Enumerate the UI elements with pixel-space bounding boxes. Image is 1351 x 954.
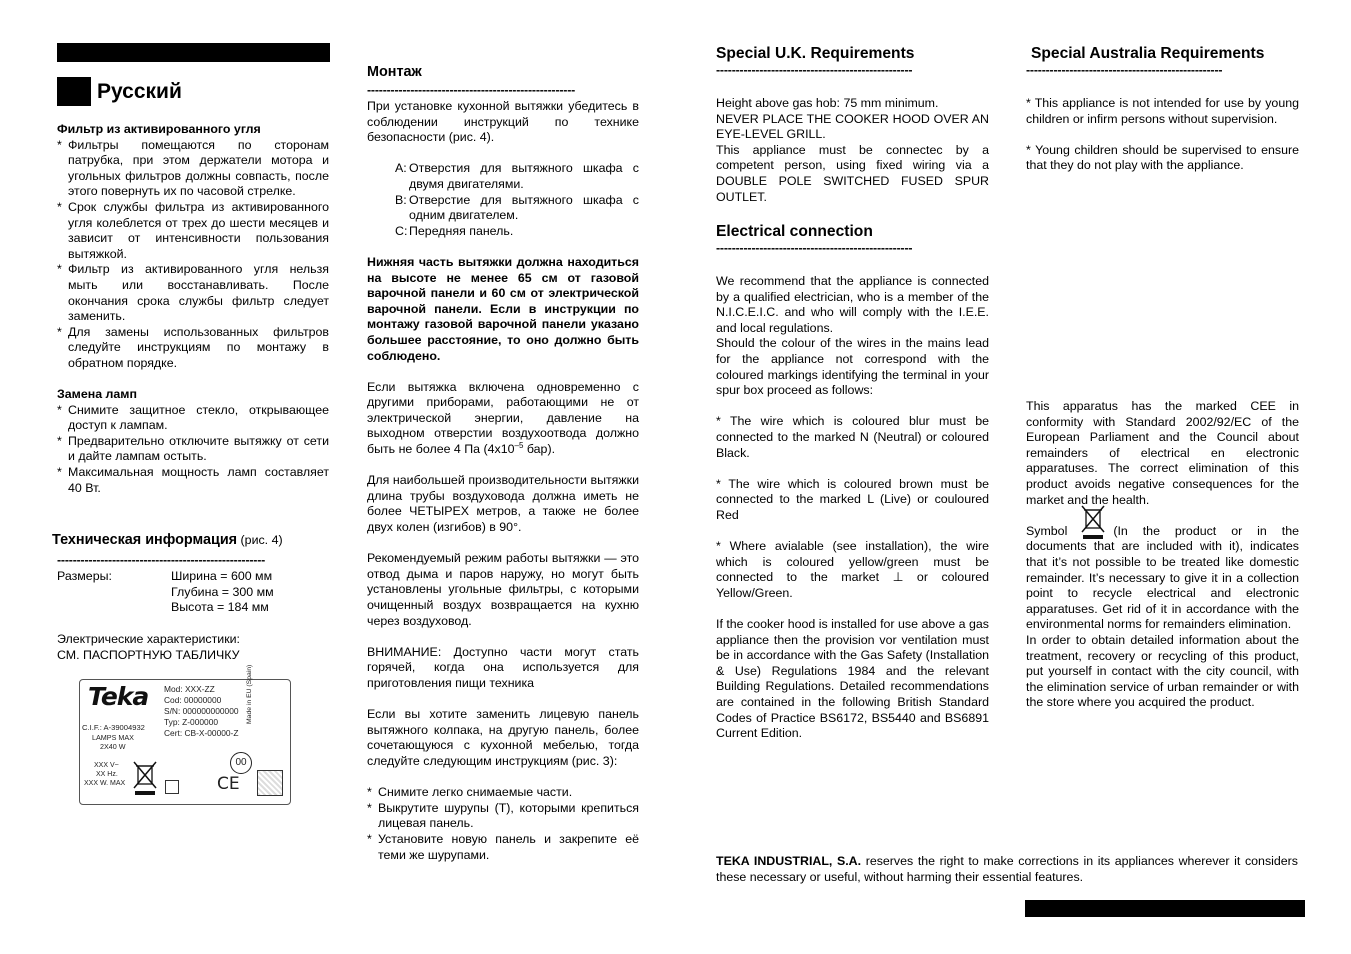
montage-panel: Если вы хотите заменить лицевую панель вытяжного колпака, на другую панель, более сочетающуюся с кухонной мебелью, тогда следуйте следующим инструкциям (рис. 3): bbox=[367, 707, 639, 768]
list-item: * Установите новую панель и закрепите её теми же шурупами. bbox=[367, 832, 639, 863]
elec-recommend: We recommend that the appliance is connected by a qualified electrician, who is a member of the N.I.C.E.I.C. and who will comply with the I.E.E. and local regulations. bbox=[716, 274, 989, 335]
uk-title: Special U.K. Requirements bbox=[716, 45, 915, 62]
list-item: * Для замены использованных фильтров следуйте инструкциям по монтажу в обратном порядке. bbox=[57, 325, 329, 372]
dim-width: Ширина = 600 мм bbox=[171, 569, 273, 583]
plate-cif: C.I.F.: A-39004932 bbox=[82, 723, 145, 732]
top-black-bar bbox=[57, 43, 330, 62]
lamps-title: Замена ламп bbox=[57, 387, 137, 402]
list-item: * Снимите защитное стекло, открывающее доступ к лампам. bbox=[57, 403, 329, 434]
divider: -------------------------------------------------- bbox=[716, 241, 913, 255]
elec-title: Electrical connection bbox=[716, 223, 873, 240]
dims-label: Размеры: bbox=[57, 569, 112, 583]
elec-label: Электрические характеристики: bbox=[57, 632, 240, 646]
au-children: * This appliance is not intended for use by young children or infirm persons without supervision. bbox=[1026, 96, 1299, 126]
au-supervise: * Young children should be supervised to ensure that they do not play with the appliance. bbox=[1026, 142, 1299, 173]
plate-cert: Cert: CB-X-00000-Z bbox=[164, 728, 239, 738]
list-item: * Предварительно отключите вытяжку от сети и дайте лампам остыть. bbox=[57, 434, 329, 465]
list-item bbox=[395, 193, 639, 224]
footer-company: TEKA INDUSTRIAL, S.A. bbox=[716, 854, 862, 868]
plate-cod: Cod: 00000000 bbox=[164, 695, 222, 705]
plate-sn: S/N: 000000000000 bbox=[164, 706, 239, 716]
plate-hz: XX Hz. bbox=[96, 771, 118, 778]
au-weee-column bbox=[1026, 399, 1299, 711]
uk-wiring: This appliance must be connectec by a competent person, using fixed wiring via a DOUBLE POLE SWITCHED FUSED SPUR OUTLET. bbox=[716, 142, 989, 204]
footer-note bbox=[716, 854, 1298, 885]
divider: -------------------------------------------------- bbox=[1026, 63, 1223, 77]
montage-steps bbox=[367, 785, 639, 863]
montage-mode: Рекомендуемый режим работы вытяжки — это отвод дыма и паров наружу, но могут быть установлены угольные фильтры, с которыми очищенный воздух возвращается на кухню через воздуховод. bbox=[367, 551, 639, 628]
plate-typ: Typ: Z-000000 bbox=[164, 717, 219, 727]
crossed-bin-icon bbox=[132, 760, 158, 798]
filter-title: Фильтр из активированного угля bbox=[57, 122, 261, 136]
list-item bbox=[395, 224, 639, 240]
list-letter: A: bbox=[395, 161, 407, 176]
plate-mod: Mod: XXX-ZZ bbox=[164, 684, 215, 694]
class-ii-icon bbox=[165, 780, 179, 794]
heading-black-square bbox=[57, 77, 91, 106]
elec-brown-wire: * The wire which is coloured brown must be connected to the marked L (Live) or couloured Red bbox=[716, 476, 989, 522]
plate-voltage: XXX V~ bbox=[94, 762, 119, 769]
tech-title bbox=[52, 533, 283, 549]
elec-gas: If the cooker hood is installed for use above a gas appliance then the provision vor ventilation must be in accordance with the Gas Safety (Installation & Use) Regulations 1984 and the relevant Building Regulations. Detailed recommendations are contained in the following British Standard Codes of Practice BS6172, BS5440 and BS6891 Current Edition. bbox=[716, 617, 989, 741]
bottom-black-bar bbox=[1025, 900, 1305, 917]
elec-colours: Should the colour of the wires in the mains lead for the appliance not correspond with the coloured markings identifying the terminal in your spur box proceed as follows: bbox=[716, 336, 989, 398]
dim-depth: Глубина = 300 мм bbox=[171, 584, 274, 599]
ce-mark: CE bbox=[217, 774, 240, 794]
au-symbol bbox=[1026, 524, 1299, 633]
divider: -------------------------------------------------- bbox=[716, 63, 913, 77]
dim-height: Высота = 184 мм bbox=[171, 600, 269, 615]
symbol-text: (In the product or in the documents that are included with it), indicates that it’s not possible to be treated like domestic remainder. It’s necessary to give it in a collection point to recycle electrical and electronic apparatuses. Get rid of it in accordance with the environmental norms for remainders elimination. bbox=[1026, 523, 1299, 632]
teka-logo: Teka bbox=[88, 682, 149, 711]
elec-column bbox=[716, 274, 989, 742]
list-item: * Фильтр из активированного угля нельзя мыть или восстанавливать. После окончания срока службы фильтр следует заменить. bbox=[57, 262, 329, 324]
uk-height: Height above gas hob: 75 mm minimum. bbox=[716, 96, 939, 110]
divider: ----------------------------------------------------- bbox=[57, 553, 266, 567]
badge-icon: 00 bbox=[230, 752, 252, 774]
plate-lamps: LAMPS MAX bbox=[92, 733, 134, 742]
uk-column bbox=[716, 96, 989, 205]
plate-lamps-w: 2X40 W bbox=[100, 742, 126, 751]
plate-made: Made in EU (Spain) bbox=[246, 664, 253, 724]
montage-pressure bbox=[367, 380, 639, 458]
list-text: Отверстие для вытяжного шкафа с одним двигателем. bbox=[409, 192, 639, 223]
lamps-list bbox=[57, 403, 329, 497]
symbol-word: Symbol bbox=[1026, 523, 1068, 538]
uk-grill: NEVER PLACE THE COOKER HOOD OVER AN EYE-LEVEL GRILL. bbox=[716, 111, 989, 142]
divider: ----------------------------------------------------- bbox=[367, 83, 576, 97]
list-text: Отверстия для вытяжного шкафа с двумя двигателями. bbox=[409, 161, 639, 191]
montage-intro: При установке кухонной вытяжки убедитесь в соблюдении инструкций по технике безопасности (рис. 4). bbox=[367, 99, 639, 145]
list-item bbox=[395, 161, 639, 192]
montage-warning: Нижняя часть вытяжки должна находиться на высоте не менее 65 см от газовой варочной панели и 60 см от электрической варочной панели. Если в инструкции по монтажу газовой варочной панели указано большее расстояние, то оно должно быть соблюдено. bbox=[367, 254, 639, 363]
section-heading: Русский bbox=[97, 80, 182, 103]
tech-title-ref: (рис. 4) bbox=[240, 533, 283, 547]
montage-caution: ВНИМАНИЕ: Доступно части могут стать горячей, когда она используется для приготовления пищи техника bbox=[367, 644, 639, 690]
au-cee: This apparatus has the marked CEE in conformity with Standard 2002/92/EC of the European Parliament and the Council about remainders of electrical en electronic apparatuses. The correct elimination of this product avoids negative consequences for the market and the health. bbox=[1026, 399, 1299, 507]
au-title: Special Australia Requirements bbox=[1031, 45, 1265, 62]
montage-lettered-list bbox=[395, 161, 639, 239]
list-item: * Снимите легко снимаемые части. bbox=[367, 785, 639, 801]
pressure-text: Если вытяжка включена одновременно с другими приборами, работающими не от электрической энергии, давление на выходном отверстии воздухоотвода должно быть не более 4 Па (4x10 bbox=[367, 379, 639, 457]
au-info: In order to obtain detailed information about the treatment, recovery or recycling of this product, put yourself in contact with the city council, with the elimination service of urban remainder or with the store where you acquired the product. bbox=[1026, 632, 1299, 710]
rating-plate bbox=[79, 664, 291, 805]
au-column bbox=[1026, 96, 1299, 174]
footer-text: reserves the right to make corrections in its appliances wherever it considers these necessary or useful, without harming their essential features. bbox=[716, 854, 1298, 884]
elec-value: СМ. ПАСПОРТНУЮ ТАБЛИЧКУ bbox=[57, 648, 240, 662]
dims-values bbox=[171, 569, 274, 616]
filter-list bbox=[57, 138, 329, 372]
pressure-exp: –5 bbox=[514, 440, 524, 450]
list-item: * Максимальная мощность ламп составляет 40 Вт. bbox=[57, 465, 329, 496]
plate-watts: XXX W. MAX bbox=[84, 780, 126, 787]
elec-blue-wire: * The wire which is coloured blur must be connected to the marked N (Neutral) or coloured Black. bbox=[716, 414, 989, 460]
russian-column bbox=[57, 122, 329, 496]
list-item: * Срок службы фильтра из активированного угля колеблется от трех до шести месяцев и зависит от интенсивности пользования вытяжкой. bbox=[57, 200, 329, 262]
hologram-sticker bbox=[257, 770, 283, 796]
crossed-bin-icon bbox=[1080, 504, 1106, 542]
tech-title-text: Техническая информация bbox=[52, 532, 238, 548]
list-item: * Выкрутите шурупы (T), которыми крепиться лицевая панель. bbox=[367, 801, 639, 832]
montage-duct: Для наибольшей производительности вытяжки длина трубы воздуховода должна иметь не более ЧЕТЫРЕХ метров, а также не более двух колен (изгибов) в 90°. bbox=[367, 473, 639, 535]
montage-column bbox=[367, 99, 639, 863]
elec-earth-wire: * Where avialable (see installation), the wire which is coloured yellow/green must be connected to the market ⊥ or coloured Yellow/Green. bbox=[716, 539, 989, 600]
montage-title: Монтаж bbox=[367, 64, 422, 80]
list-item: * Фильтры помещаются по сторонам патрубка, при этом держатели мотора и угольных фильтров должны совпасть, после этого повернуть их по часовой стрелке. bbox=[57, 138, 329, 200]
pressure-unit: бар). bbox=[523, 442, 556, 457]
list-text: Передняя панель. bbox=[409, 223, 514, 238]
list-letter: C: bbox=[395, 223, 408, 238]
list-letter: B: bbox=[395, 192, 407, 207]
